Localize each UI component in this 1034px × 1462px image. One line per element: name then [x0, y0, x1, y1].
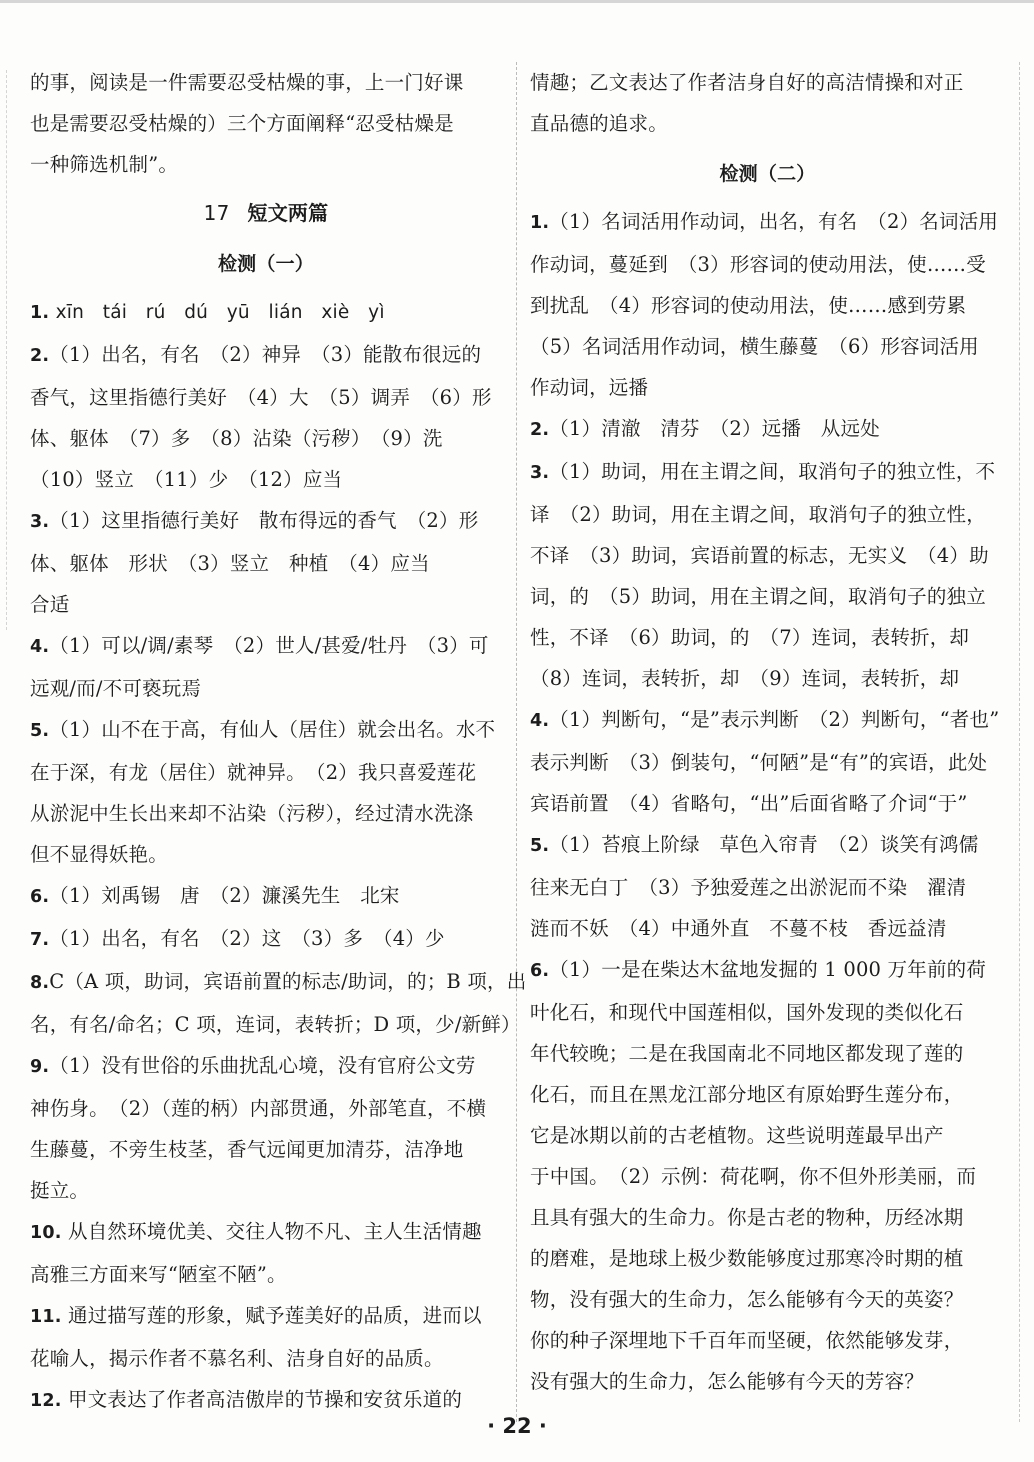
left-column: [30, 62, 527, 1422]
column-divider: [516, 62, 517, 1422]
text-line: 也是需要忍受枯燥的）三个方面阐释“忍受枯燥是: [30, 112, 454, 135]
answer-line: 表示判断 （3）倒装句，“何陋”是“有”的宾语，此处: [530, 751, 988, 774]
answer-text: （1）苔痕上阶绿 草色入帘青 （2）谈笑有鸿儒: [549, 833, 979, 856]
answer-line: 的磨难，是地球上极少数能够度过那寒冷时期的植: [530, 1247, 964, 1270]
answer-text: （1）刘禹锡 唐 （2）濂溪先生 北宋: [49, 884, 400, 907]
question-number: 4.: [30, 637, 50, 657]
answer-line: [30, 709, 502, 752]
answer-line: [530, 824, 1005, 867]
answer-line: 在于深，有龙（居住）就神异。 （2）我只喜爱莲花: [30, 761, 477, 784]
answer-line: [30, 334, 502, 377]
answer-line: [30, 1045, 502, 1088]
question-number: 1.: [30, 303, 50, 323]
answer-line: 没有强大的生命力，怎么能够有今天的芳容？: [530, 1370, 925, 1393]
answer-line: 词，的 （5）助词，用在主谓之间，取消句子的独立: [530, 585, 986, 608]
answer-line: 叶化石，和现代中国莲相似，国外发现的类似化石: [530, 1001, 964, 1024]
answer-line: [530, 949, 1005, 992]
answer-line: 从淤泥中生长出来却不沾染（污秽），经过清水洗涤: [30, 802, 474, 825]
answer-text: （1）出名，有名 （2）神异 （3）能散布很远的: [49, 343, 482, 366]
answer-line: [530, 699, 1005, 742]
answer-text: （1）一是在柴达木盆地发掘的 1 000 万年前的荷: [549, 958, 987, 981]
test1-heading: 检测（一）: [217, 253, 314, 275]
question-number: 10.: [30, 1223, 62, 1243]
answer-line: 挺立。: [30, 1179, 90, 1202]
answer-line: [30, 1211, 502, 1254]
answer-line: 性，不译 （6）助词，的 （7）连词，表转折，却: [530, 626, 970, 649]
page-number: · 22 ·: [487, 1414, 547, 1438]
answer-line: （5）名词活用作动词，横生藤蔓 （6）形容词活用: [530, 335, 979, 358]
answer-line: [30, 1295, 502, 1338]
answer-line: 于中国。 （2）示例：荷花啊，你不但外形美丽，而: [530, 1165, 977, 1188]
answer-line: （8）连词，表转折，却 （9）连词，表转折，却: [530, 667, 960, 690]
text-line: 一种筛选机制”。: [30, 153, 179, 176]
answer-text: 甲文表达了作者高洁傲岸的节操和安贫乐道的: [68, 1388, 463, 1411]
answer-line: 体、躯体 （7）多 （8）沾染（污秽） （9）洗: [30, 427, 443, 450]
answer-line: 它是冰期以前的古老植物。这些说明莲最早出产: [530, 1124, 944, 1147]
answer-text: （1）没有世俗的乐曲扰乱心境，没有官府公文劳: [49, 1054, 476, 1077]
answer-line: 作动词，蔓延到 （3）形容词的使动用法，使……受: [530, 253, 986, 276]
answer-text: 通过描写莲的形象，赋予莲美好的品质，进而以: [68, 1304, 482, 1327]
question-number: 4.: [530, 711, 550, 731]
question-number: 1.: [530, 213, 550, 233]
answer-line: 涟而不妖 （4）中通外直 不蔓不枝 香远益清: [530, 917, 947, 940]
answer-line: 年代较晚；二是在我国南北不同地区都发现了莲的: [530, 1042, 964, 1065]
answer-text: （1）助词，用在主谓之间，取消句子的独立性，不: [549, 460, 996, 483]
lesson-title: [30, 193, 502, 234]
question-number: 6.: [30, 887, 50, 907]
answer-line: [30, 918, 502, 961]
answer-line: 体、躯体 形状 （3）竖立 种植 （4）应当: [30, 552, 430, 575]
top-border: [0, 0, 1034, 3]
answer-line: 远观/而/不可亵玩焉: [30, 677, 202, 700]
answer-line: 到扰乱 （4）形容词的使动用法，使……感到劳累: [530, 294, 967, 317]
lesson-name: 短文两篇: [247, 201, 329, 225]
answer-line: （10）竖立 （11）少 （12）应当: [30, 468, 343, 491]
answer-line: 宾语前置 （4）省略句，“出”后面省略了介词“于”: [530, 792, 968, 815]
right-column: [530, 62, 1005, 1402]
test2-heading: 检测（二）: [719, 163, 816, 185]
left-page-edge: [6, 70, 7, 630]
answer-text: 从自然环境优美、交往人物不凡、主人生活情趣: [68, 1220, 482, 1243]
answer-text: C（A 项，助词，宾语前置的标志/助词，的；B 项，出: [49, 970, 527, 993]
answer-text: （1）出名，有名 （2）这 （3）多 （4）少: [49, 927, 445, 950]
answer-text: （1）山不在于高，有仙人（居住）就会出名。水不: [49, 718, 496, 741]
answer-line: 名，有名/命名；C 项，连词，表转折；D 项，少/新鲜）: [30, 1013, 521, 1036]
answer-line: [530, 201, 1005, 244]
question-number: 11.: [30, 1307, 62, 1327]
answer-line: [30, 961, 527, 1004]
question-number: 8.: [30, 973, 50, 993]
answer-line: 合适: [30, 593, 70, 616]
text-line: 直品德的追求。: [530, 112, 668, 135]
answer-line: [530, 451, 1005, 494]
answer-line: 但不显得妖艳。: [30, 843, 168, 866]
answer-text: （1）清澈 清芬 （2）远播 从远处: [549, 417, 880, 440]
question-number: 9.: [30, 1057, 50, 1077]
text-line: 情趣；乙文表达了作者洁身自好的高洁情操和对正: [530, 71, 964, 94]
question-number: 6.: [530, 961, 550, 981]
answer-text: （1）这里指德行美好 散布得远的香气 （2）形: [49, 509, 479, 532]
answer-text: （1）名词活用作动词，出名，有名 （2）名词活用: [549, 210, 999, 233]
answer-line: 花喻人，揭示作者不慕名利、洁身自好的品质。: [30, 1347, 444, 1370]
question-number: 7.: [30, 930, 50, 950]
question-number: 5.: [30, 721, 50, 741]
question-number: 3.: [530, 463, 550, 483]
answer-line: [30, 625, 502, 668]
answer-line: 生藤蔓，不旁生枝茎，香气远闻更加清芬，洁净地: [30, 1138, 464, 1161]
pinyin-answer: xīn tái rú dú yū lián xiè yì: [55, 302, 385, 323]
answer-line: 不译 （3）助词，宾语前置的标志，无实义 （4）助: [530, 544, 989, 567]
question-number: 5.: [530, 836, 550, 856]
answer-line: [30, 291, 502, 334]
answer-line: 香气，这里指德行美好 （4）大 （5）调弄 （6）形: [30, 386, 492, 409]
answer-line: 化石，而且在黑龙江部分地区有原始野生莲分布，: [530, 1083, 964, 1106]
answer-line: 神伤身。 （2）（莲的柄）内部贯通，外部笔直，不横: [30, 1097, 487, 1120]
answer-line: [30, 875, 502, 918]
answer-text: （1）可以/调/素琴 （2）世人/甚爱/牡丹 （3）可: [49, 634, 489, 657]
right-page-edge: [1019, 62, 1020, 1422]
answer-line: [30, 500, 502, 543]
question-number: 2.: [530, 420, 550, 440]
text-line: 的事，阅读是一件需要忍受枯燥的事，上一门好课: [30, 71, 464, 94]
question-number: 12.: [30, 1391, 62, 1411]
lesson-number: 17: [203, 201, 230, 225]
answer-text: （1）判断句，“是”表示判断 （2）判断句，“者也”: [549, 708, 1000, 731]
answer-line: 你的种子深埋地下千百年而坚硬，依然能够发芽，: [530, 1329, 964, 1352]
answer-line: 作动词，远播: [530, 376, 649, 399]
answer-line: 高雅三方面来写“陋室不陋”。: [30, 1263, 287, 1286]
answer-line: 且具有强大的生命力。你是古老的物种，历经冰期: [530, 1206, 964, 1229]
answer-line: [530, 408, 1005, 451]
question-number: 3.: [30, 512, 50, 532]
answer-line: 译 （2）助词，用在主谓之间，取消句子的独立性，: [530, 503, 986, 526]
question-number: 2.: [30, 346, 50, 366]
answer-line: 物，没有强大的生命力，怎么能够有今天的英姿？: [530, 1288, 964, 1311]
answer-line: 往来无白丁 （3）予独爱莲之出淤泥而不染 濯清: [530, 876, 967, 899]
